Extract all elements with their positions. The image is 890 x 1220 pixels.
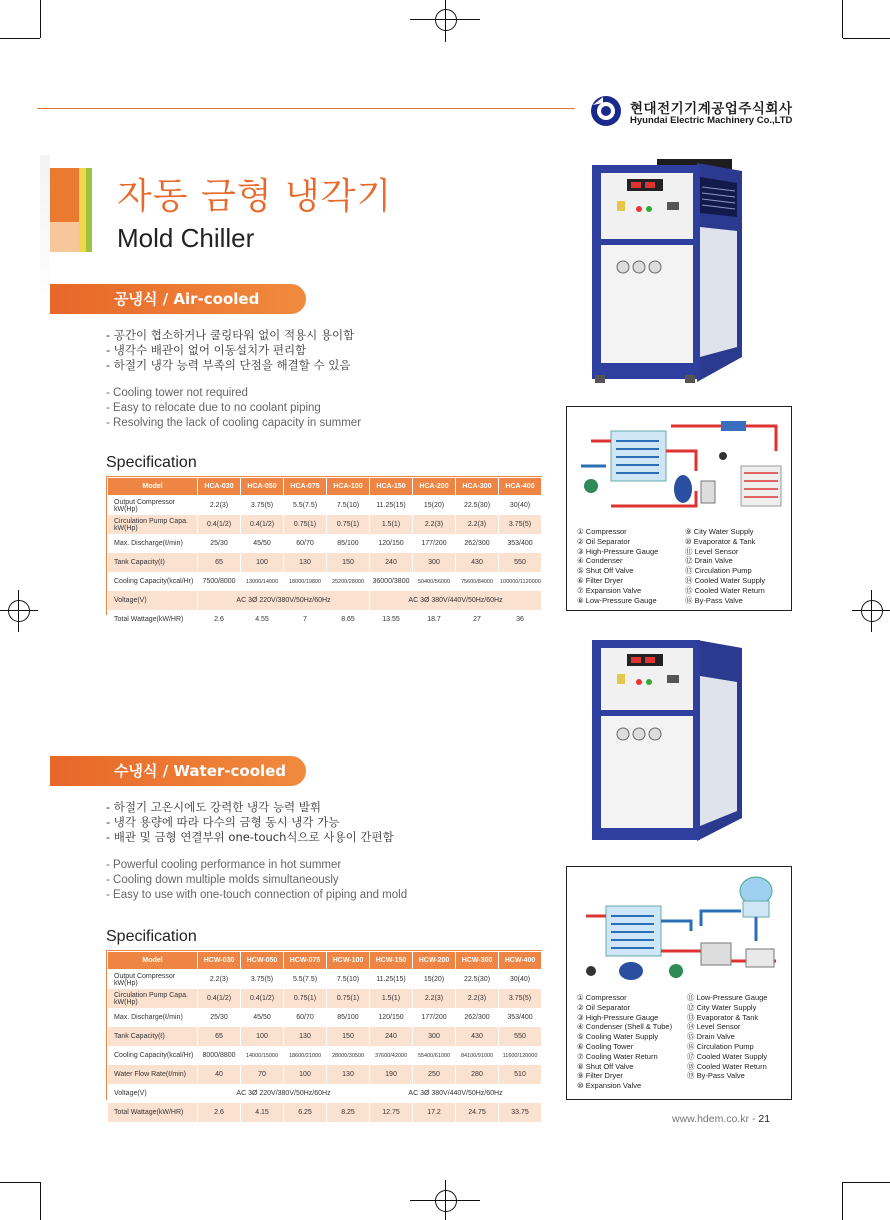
table-cell: 5.5(7.5) bbox=[284, 970, 327, 990]
legend-item: ⑪ Level Sensor bbox=[685, 546, 739, 556]
bullet-item: - 배관 및 금형 연결부위 one-touch식으로 사용이 간편함 bbox=[106, 830, 394, 844]
page-footer bbox=[672, 1113, 770, 1125]
column-header-model-code: HCA-400 bbox=[499, 478, 542, 496]
table-cell: 0.75(1) bbox=[327, 989, 370, 1008]
legend-item: ④ Condenser bbox=[577, 556, 623, 566]
column-header-model-code: HCA-075 bbox=[284, 478, 327, 496]
table-cell: 7500/8000 bbox=[198, 572, 241, 591]
legend-item: ③ High-Pressure Gauge bbox=[577, 546, 659, 556]
section-pill-air-cooled: 공냉식 / Air-cooled bbox=[50, 284, 306, 314]
legend-item: ⑩ Expansion Valve bbox=[577, 1081, 642, 1091]
legend-item: ⑥ Filter Dryer bbox=[577, 575, 623, 585]
table-cell: 4.15 bbox=[241, 1103, 284, 1122]
legend-item: ⑲ By-Pass Valve bbox=[687, 1071, 745, 1081]
table-cell: 0.4(1/2) bbox=[198, 989, 241, 1008]
air-cooled-flow-diagram bbox=[566, 406, 792, 611]
legend-item: ⑨ Filter Dryer bbox=[577, 1071, 623, 1081]
table-cell: 18000/19800 bbox=[284, 572, 327, 591]
air-cooled-chiller-image bbox=[587, 157, 747, 387]
table-cell: 353/400 bbox=[499, 534, 542, 553]
column-header-model-code: HCW-100 bbox=[327, 952, 370, 970]
table-cell: 0.4(1/2) bbox=[241, 515, 284, 534]
column-header-model-code: HCA-030 bbox=[198, 478, 241, 496]
table-cell: 2.2(3) bbox=[413, 515, 456, 534]
table-cell: 11.25(15) bbox=[370, 496, 413, 516]
row-label: Output Compressor kW(Hp) bbox=[108, 970, 198, 990]
table-cell: 262/300 bbox=[456, 534, 499, 553]
legend-item: ⑫ City Water Supply bbox=[687, 1002, 757, 1012]
bullet-item: - Cooling down multiple molds simultaneously bbox=[106, 874, 339, 886]
row-label: Max. Discharge(ℓ/min) bbox=[108, 1008, 198, 1027]
table-cell: 130 bbox=[284, 1027, 327, 1046]
table-cell: 36 bbox=[499, 610, 542, 629]
decor-bar bbox=[40, 155, 50, 315]
row-label: Circulation Pump Capa. kW(Hp) bbox=[108, 989, 198, 1008]
table-cell: 3.75(5) bbox=[499, 515, 542, 534]
table-cell: 430 bbox=[456, 1027, 499, 1046]
legend-item: ⑩ Evaporator & Tank bbox=[685, 536, 756, 546]
decor-bar bbox=[86, 168, 92, 252]
registration-mark bbox=[861, 600, 883, 622]
table-cell: 12.75 bbox=[370, 1103, 413, 1122]
table-cell: 100 bbox=[284, 1065, 327, 1084]
table-cell: 14000/15000 bbox=[241, 1046, 284, 1065]
table-cell: 177/200 bbox=[413, 534, 456, 553]
table-cell: 45/50 bbox=[241, 534, 284, 553]
column-header-model-code: HCW-300 bbox=[456, 952, 499, 970]
table-cell: 6.25 bbox=[284, 1103, 327, 1122]
crop-mark bbox=[40, 0, 41, 38]
table-cell: 550 bbox=[499, 1027, 542, 1046]
table-cell: 0.75(1) bbox=[327, 515, 370, 534]
table-cell: 100000/1120000 bbox=[499, 572, 542, 591]
table-cell: 300 bbox=[413, 553, 456, 572]
table-cell: 0.4(1/2) bbox=[241, 989, 284, 1008]
table-cell: 65 bbox=[198, 553, 241, 572]
legend-item: ② Oil Separator bbox=[577, 536, 630, 546]
merged-cell: AC 3Ø 220V/380V/50Hz/60Hz bbox=[198, 1084, 370, 1103]
table-cell: 2.2(3) bbox=[456, 989, 499, 1008]
legend-item: ⑰ Cooled Water Supply bbox=[687, 1051, 768, 1061]
water-cooled-chiller-image bbox=[587, 636, 747, 846]
table-cell: 2.2(3) bbox=[413, 989, 456, 1008]
merged-cell: AC 3Ø 380V/440V/50Hz/60Hz bbox=[370, 591, 542, 610]
table-cell: 0.4(1/2) bbox=[198, 515, 241, 534]
row-label: Water Flow Rate(ℓ/min) bbox=[108, 1065, 198, 1084]
legend-item: ⑧ Shut Off Valve bbox=[577, 1061, 634, 1071]
company-name-korean: 현대전기기계공업주식회사 bbox=[630, 101, 793, 117]
table-cell: 30(40) bbox=[499, 496, 542, 516]
legend-item: ⑫ Drain Valve bbox=[685, 556, 733, 566]
table-cell: 4.55 bbox=[241, 610, 284, 629]
air-legend-right bbox=[685, 527, 765, 605]
legend-item: ⑮ Drain Valve bbox=[687, 1032, 735, 1042]
table-cell: 100 bbox=[241, 553, 284, 572]
legend-item: ② Oil Separator bbox=[577, 1002, 630, 1012]
crop-mark bbox=[842, 1182, 843, 1220]
bullet-item: - 하절기 고온시에도 강력한 냉각 능력 발휘 bbox=[106, 800, 321, 814]
column-header-model-code: HCA-200 bbox=[413, 478, 456, 496]
table-cell: 300 bbox=[413, 1027, 456, 1046]
merged-cell: AC 3Ø 220V/380V/50Hz/60Hz bbox=[198, 591, 370, 610]
water-legend-left bbox=[577, 993, 672, 1091]
bullet-item: - Cooling tower not required bbox=[106, 387, 248, 399]
row-label: Output Compressor kW(Hp) bbox=[108, 496, 198, 516]
water-cooled-flow-diagram bbox=[566, 866, 792, 1100]
table-cell: 11.25(15) bbox=[370, 970, 413, 990]
column-header-model-code: HCA-050 bbox=[241, 478, 284, 496]
table-cell: 30(40) bbox=[499, 970, 542, 990]
legend-item: ⑤ Shut Off Valve bbox=[577, 566, 634, 576]
table-cell: 18.7 bbox=[413, 610, 456, 629]
table-cell: 60/70 bbox=[284, 1008, 327, 1027]
table-cell: 70 bbox=[241, 1065, 284, 1084]
table-cell: 130 bbox=[327, 1065, 370, 1084]
table-cell: 2.6 bbox=[198, 1103, 241, 1122]
refrigeration-schematic bbox=[571, 871, 789, 989]
column-header-model-code: HCW-030 bbox=[198, 952, 241, 970]
legend-item: ⑭ Cooled Water Supply bbox=[685, 575, 766, 585]
column-header-model-code: HCW-050 bbox=[241, 952, 284, 970]
table-cell: 84100/91000 bbox=[456, 1046, 499, 1065]
table-cell: 22.5(30) bbox=[456, 970, 499, 990]
legend-item: ⑪ Low-Pressure Gauge bbox=[687, 993, 768, 1002]
page-title-korean: 자동 금형 냉각기 bbox=[117, 176, 393, 217]
table-cell: 510 bbox=[499, 1065, 542, 1084]
spec-table-air bbox=[107, 477, 542, 629]
table-cell: 25/30 bbox=[198, 534, 241, 553]
table-cell: 3.75(5) bbox=[241, 496, 284, 516]
air-legend-left bbox=[577, 527, 658, 605]
table-cell: 36000/3800 bbox=[370, 572, 413, 591]
water-bullets-english bbox=[106, 858, 407, 903]
footer-separator: - bbox=[749, 1113, 759, 1125]
table-cell: 1.5(1) bbox=[370, 989, 413, 1008]
table-cell: 100 bbox=[241, 1027, 284, 1046]
legend-item: ⑥ Cooling Tower bbox=[577, 1041, 634, 1051]
column-header-model-code: HCA-100 bbox=[327, 478, 370, 496]
table-cell: 3.75(5) bbox=[499, 989, 542, 1008]
table-cell: 8000/8800 bbox=[198, 1046, 241, 1065]
table-cell: 130 bbox=[284, 553, 327, 572]
table-cell: 353/400 bbox=[499, 1008, 542, 1027]
bullet-item: - Easy to use with one-touch connection of piping and mold bbox=[106, 889, 408, 901]
legend-item: ⑯ By-Pass Valve bbox=[685, 595, 743, 605]
table-cell: 150 bbox=[327, 1027, 370, 1046]
legend-item: ⑬ Evaporator & Tank bbox=[687, 1012, 759, 1022]
table-row bbox=[108, 1103, 542, 1122]
table-cell: 7.5(10) bbox=[327, 496, 370, 516]
crop-mark bbox=[842, 0, 843, 38]
air-bullets-korean bbox=[106, 328, 354, 373]
column-header-model: Model bbox=[108, 952, 198, 970]
column-header-model-code: HCW-075 bbox=[284, 952, 327, 970]
table-cell: 33.75 bbox=[499, 1103, 542, 1122]
decor-bar bbox=[50, 222, 79, 252]
table-cell: 120/150 bbox=[370, 1008, 413, 1027]
table-cell: 0.75(1) bbox=[284, 515, 327, 534]
column-header-model-code: HCW-400 bbox=[499, 952, 542, 970]
table-cell: 2.6 bbox=[198, 610, 241, 629]
table-cell: 22.5(30) bbox=[456, 496, 499, 516]
table-cell: 75600/84000 bbox=[456, 572, 499, 591]
row-label: Cooling Capacity(kcal/Hr) bbox=[108, 1046, 198, 1065]
table-cell: 250 bbox=[413, 1065, 456, 1084]
table-cell: 2.2(3) bbox=[198, 970, 241, 990]
column-header-model-code: HCW-200 bbox=[413, 952, 456, 970]
bullet-item: - 냉각 용량에 따라 다수의 금형 동시 냉각 가능 bbox=[106, 815, 340, 829]
table-cell: 7.5(10) bbox=[327, 970, 370, 990]
legend-item: ⑭ Level Sensor bbox=[687, 1022, 741, 1032]
table-row bbox=[108, 534, 542, 553]
table-cell: 13.55 bbox=[370, 610, 413, 629]
legend-item: ⑧ Low-Pressure Gauge bbox=[577, 595, 657, 605]
table-cell: 25/30 bbox=[198, 1008, 241, 1027]
column-header-model-code: HCA-300 bbox=[456, 478, 499, 496]
table-cell: 15(20) bbox=[413, 970, 456, 990]
water-legend-right bbox=[687, 993, 767, 1081]
table-row bbox=[108, 610, 542, 629]
company-name-english: Hyundai Electric Machinery Co.,LTD bbox=[630, 115, 793, 126]
table-cell: 190 bbox=[370, 1065, 413, 1084]
bullet-item: - Powerful cooling performance in hot summer bbox=[106, 859, 342, 871]
table-header-row bbox=[108, 952, 542, 970]
legend-item: ① Compressor bbox=[577, 527, 627, 536]
table-cell: 27 bbox=[456, 610, 499, 629]
legend-item: ⑯ Circulation Pump bbox=[687, 1041, 754, 1051]
crop-mark bbox=[0, 38, 40, 39]
crop-mark bbox=[843, 1182, 890, 1183]
row-label: Circulation Pump Capa. kW(Hp) bbox=[108, 515, 198, 534]
air-bullets-english bbox=[106, 386, 361, 431]
table-row bbox=[108, 572, 542, 591]
table-cell: 177/200 bbox=[413, 1008, 456, 1027]
decor-bar bbox=[50, 168, 82, 222]
legend-item: ⑱ Cooled Water Return bbox=[687, 1061, 767, 1071]
table-cell: 1.5(1) bbox=[370, 515, 413, 534]
table-cell: 24.75 bbox=[456, 1103, 499, 1122]
table-cell: 17.2 bbox=[413, 1103, 456, 1122]
legend-item: ⑤ Cooling Water Supply bbox=[577, 1032, 659, 1042]
table-cell: 13000/14000 bbox=[241, 572, 284, 591]
table-cell: 5.5(7.5) bbox=[284, 496, 327, 516]
legend-item: ⑮ Cooled Water Return bbox=[685, 585, 765, 595]
table-cell: 430 bbox=[456, 553, 499, 572]
column-header-model-code: HCW-150 bbox=[370, 952, 413, 970]
crop-mark bbox=[843, 38, 890, 39]
table-cell: 8.25 bbox=[327, 1103, 370, 1122]
row-label: Total Wattage(kW/HR) bbox=[108, 1103, 198, 1122]
registration-mark bbox=[435, 1190, 457, 1212]
registration-mark bbox=[8, 600, 30, 622]
table-cell: 85/100 bbox=[327, 534, 370, 553]
website-url[interactable]: www.hdem.co.kr bbox=[672, 1113, 750, 1125]
table-header-row bbox=[108, 478, 542, 496]
page-title-english: Mold Chiller bbox=[117, 223, 255, 253]
table-row bbox=[108, 553, 542, 572]
row-label: Cooling Capacity(kcal/Hr) bbox=[108, 572, 198, 591]
spec-heading-air: Specification bbox=[106, 454, 197, 471]
bullet-item: - 하절기 냉각 능력 부족의 단점을 해결할 수 있음 bbox=[106, 358, 351, 372]
row-label: Total Wattage(kW/HR) bbox=[108, 610, 198, 629]
table-cell: 37600/42000 bbox=[370, 1046, 413, 1065]
column-header-model-code: HCA-150 bbox=[370, 478, 413, 496]
legend-item: ③ High-Pressure Gauge bbox=[577, 1012, 659, 1022]
bullet-item: - 냉각수 배관이 없어 이동설치가 편리함 bbox=[106, 343, 307, 357]
table-cell: 240 bbox=[370, 1027, 413, 1046]
legend-item: ① Compressor bbox=[577, 993, 627, 1002]
table-cell: 8.65 bbox=[327, 610, 370, 629]
table-row bbox=[108, 1046, 542, 1065]
row-label: Tank Capacity(ℓ) bbox=[108, 553, 198, 572]
row-label: Voltage(V) bbox=[108, 591, 198, 610]
crop-mark bbox=[0, 1182, 40, 1183]
table-cell: 120/150 bbox=[370, 534, 413, 553]
header-rule bbox=[37, 108, 575, 109]
table-cell: 55400/61000 bbox=[413, 1046, 456, 1065]
table-row bbox=[108, 1008, 542, 1027]
registration-mark bbox=[435, 9, 457, 31]
table-cell: 40 bbox=[198, 1065, 241, 1084]
merged-cell: AC 3Ø 380V/440V/50Hz/60Hz bbox=[370, 1084, 542, 1103]
table-cell: 550 bbox=[499, 553, 542, 572]
table-cell: 50400/56000 bbox=[413, 572, 456, 591]
bullet-item: - Resolving the lack of cooling capacity in summer bbox=[106, 417, 362, 429]
table-cell: 3.75(5) bbox=[241, 970, 284, 990]
crop-mark bbox=[40, 1182, 41, 1220]
table-cell: 15(20) bbox=[413, 496, 456, 516]
table-row bbox=[108, 1065, 542, 1084]
table-row bbox=[108, 1027, 542, 1046]
table-cell: 262/300 bbox=[456, 1008, 499, 1027]
legend-item: ⑦ Cooling Water Return bbox=[577, 1051, 658, 1061]
table-cell: 25200/28000 bbox=[327, 572, 370, 591]
row-label: Max. Discharge(ℓ/min) bbox=[108, 534, 198, 553]
table-row bbox=[108, 496, 542, 516]
table-cell: 0.75(1) bbox=[284, 989, 327, 1008]
table-cell: 28000/30500 bbox=[327, 1046, 370, 1065]
table-cell: 45/50 bbox=[241, 1008, 284, 1027]
legend-item: ⑨ City Water Supply bbox=[685, 527, 754, 536]
bullet-item: - Easy to relocate due to no coolant piping bbox=[106, 402, 321, 414]
spec-table-water bbox=[107, 951, 542, 1122]
table-cell: 150 bbox=[327, 553, 370, 572]
table-row bbox=[108, 989, 542, 1008]
legend-item: ⑦ Expansion Valve bbox=[577, 585, 642, 595]
table-cell: 280 bbox=[456, 1065, 499, 1084]
table-row bbox=[108, 591, 542, 610]
page-number: 21 bbox=[758, 1113, 771, 1125]
column-header-model: Model bbox=[108, 478, 198, 496]
legend-item: ④ Condenser (Shell & Tube) bbox=[577, 1022, 673, 1032]
table-row bbox=[108, 515, 542, 534]
table-row bbox=[108, 1084, 542, 1103]
spec-heading-water: Specification bbox=[106, 928, 197, 945]
table-row bbox=[108, 970, 542, 990]
table-cell: 18600/21000 bbox=[284, 1046, 327, 1065]
table-cell: 2.2(3) bbox=[456, 515, 499, 534]
water-bullets-korean bbox=[106, 800, 394, 845]
company-logo bbox=[590, 95, 622, 127]
table-cell: 85/100 bbox=[327, 1008, 370, 1027]
table-cell: 60/70 bbox=[284, 534, 327, 553]
row-label: Voltage(V) bbox=[108, 1084, 198, 1103]
row-label: Tank Capacity(ℓ) bbox=[108, 1027, 198, 1046]
refrigeration-schematic bbox=[571, 411, 789, 521]
table-cell: 11600/120000 bbox=[499, 1046, 542, 1065]
bullet-item: - 공간이 협소하거나 쿨링타워 없이 적용시 용이함 bbox=[106, 328, 355, 342]
table-cell: 240 bbox=[370, 553, 413, 572]
legend-item: ⑬ Circulation Pump bbox=[685, 566, 752, 576]
table-cell: 7 bbox=[284, 610, 327, 629]
table-cell: 2.2(3) bbox=[198, 496, 241, 516]
section-pill-water-cooled: 수냉식 / Water-cooled bbox=[50, 756, 306, 786]
table-cell: 65 bbox=[198, 1027, 241, 1046]
